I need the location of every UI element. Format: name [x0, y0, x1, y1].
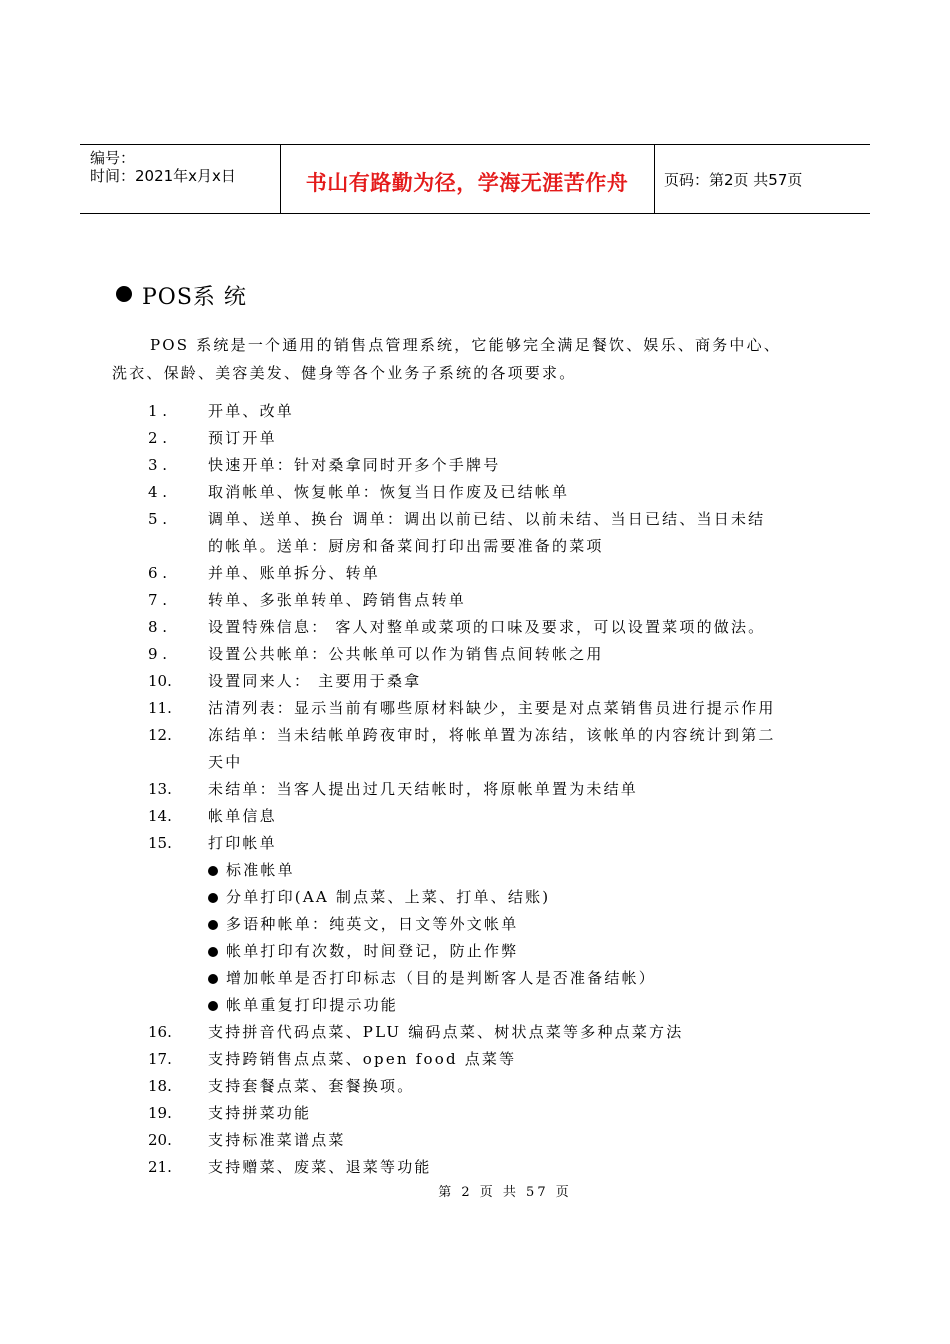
list-item-text: 设置同来人： 主要用于桑拿	[208, 672, 422, 690]
list-item-number: 13.	[148, 780, 172, 798]
list-item-number: 17.	[148, 1050, 172, 1068]
list-item-text: 冻结单：当未结帐单跨夜审时，将帐单置为冻结，该帐单的内容统计到第二	[208, 726, 776, 744]
sub-list-item-text: 帐单打印有次数，时间登记，防止作弊	[226, 942, 519, 960]
list-item	[148, 1127, 848, 1154]
list-item-number: 18.	[148, 1077, 172, 1095]
bullet-icon	[208, 866, 218, 876]
bullet-icon	[208, 893, 218, 903]
sub-list-item-text: 帐单重复打印提示功能	[226, 996, 399, 1014]
list-item-number: 16.	[148, 1023, 172, 1041]
list-item-text: 支持赠菜、废菜、退菜等功能	[208, 1158, 432, 1176]
doc-code-label: 编号：	[90, 149, 136, 167]
page-footer: 第 2 页 共 57 页	[438, 1185, 572, 1200]
list-item-number: 2 .	[148, 429, 168, 447]
list-item-number: 21.	[148, 1158, 172, 1176]
list-item-text: 未结单：当客人提出过几天结帐时，将原帐单置为未结单	[208, 780, 639, 798]
intro-paragraph	[112, 331, 837, 387]
list-item-number: 8 .	[148, 618, 168, 636]
list-item-number: 7 .	[148, 591, 168, 609]
list-item-text: 调单、送单、换台 调单：调出以前已结、以前未结、当日已结、当日未结	[208, 510, 766, 528]
list-item-number: 3 .	[148, 456, 168, 474]
list-item-number: 19.	[148, 1104, 172, 1122]
list-item	[148, 560, 848, 587]
list-item-text: 快速开单：针对桑拿同时开多个手牌号	[208, 456, 501, 474]
list-item	[148, 722, 848, 776]
list-item-number: 15.	[148, 834, 172, 852]
list-item-text: 沽清列表：显示当前有哪些原材料缺少，主要是对点菜销售员进行提示作用	[208, 699, 776, 717]
list-item	[148, 614, 848, 641]
list-item-text-continued: 的帐单。送单：厨房和备菜间打印出需要准备的菜项	[208, 537, 604, 555]
bullet-icon	[208, 920, 218, 930]
list-item-number: 5 .	[148, 510, 168, 528]
list-item	[148, 641, 848, 668]
bullet-icon	[208, 1001, 218, 1011]
list-item-text: 打印帐单	[208, 834, 277, 852]
list-item-text-continued: 天中	[208, 753, 243, 771]
list-item	[148, 695, 848, 722]
header-page-info: 页码：第2页 共57页	[664, 171, 803, 189]
list-item-number: 11.	[148, 699, 172, 717]
sub-list-item	[208, 938, 848, 965]
header-page-cell	[655, 145, 870, 213]
feature-list	[148, 398, 848, 1181]
list-item-number: 12.	[148, 726, 172, 744]
sub-list-item-text: 多语种帐单：纯英文，日文等外文帐单	[226, 915, 519, 933]
sub-list-item-text: 分单打印(AA 制点菜、上菜、打单、结账)	[226, 888, 551, 906]
list-item	[148, 587, 848, 614]
list-item-text: 转单、多张单转单、跨销售点转单	[208, 591, 467, 609]
list-item	[148, 668, 848, 695]
list-item-text: 支持标准菜谱点菜	[208, 1131, 346, 1149]
list-item	[148, 830, 848, 857]
list-item-number: 1 .	[148, 402, 168, 420]
list-item	[148, 803, 848, 830]
doc-time-label: 时间：2021年x月x日	[90, 167, 236, 185]
section-title: POS系 统	[142, 285, 247, 310]
list-item-number: 20.	[148, 1131, 172, 1149]
list-item-number: 14.	[148, 807, 172, 825]
sub-list-item-text: 标准帐单	[226, 861, 295, 879]
intro-line: POS 系统是一个通用的销售点管理系统，它能够完全满足餐饮、娱乐、商务中心、	[150, 336, 782, 354]
list-item-text: 开单、改单	[208, 402, 295, 420]
list-item	[148, 398, 848, 425]
bullet-icon	[208, 947, 218, 957]
sub-list-item	[208, 857, 848, 884]
list-item	[148, 1073, 848, 1100]
bullet-icon	[116, 286, 132, 302]
list-item-number: 4 .	[148, 483, 168, 501]
list-item	[148, 776, 848, 803]
bullet-icon	[208, 974, 218, 984]
list-item-number: 6 .	[148, 564, 168, 582]
list-item	[148, 479, 848, 506]
list-item-text: 支持拼音代码点菜、PLU 编码点菜、树状点菜等多种点菜方法	[208, 1023, 684, 1041]
sub-list-item-text: 增加帐单是否打印标志（目的是判断客人是否准备结帐）	[226, 969, 657, 987]
intro-line: 洗衣、保龄、美容美发、健身等各个业务子系统的各项要求。	[112, 364, 577, 382]
list-item	[148, 452, 848, 479]
header-meta-cell	[80, 145, 281, 213]
list-item-text: 支持跨销售点点菜、open food 点菜等	[208, 1050, 517, 1068]
sub-list-item	[208, 884, 848, 911]
list-item	[148, 1019, 848, 1046]
header-motto-cell	[280, 145, 655, 213]
sub-list-item	[208, 911, 848, 938]
list-item	[148, 425, 848, 452]
list-item-number: 9 .	[148, 645, 168, 663]
list-item-text: 支持拼菜功能	[208, 1104, 312, 1122]
list-item-text: 设置公共帐单：公共帐单可以作为销售点间转帐之用	[208, 645, 604, 663]
list-item	[148, 1154, 848, 1181]
sub-list-item	[208, 992, 848, 1019]
header-motto: 书山有路勤为径，学海无涯苦作舟	[305, 171, 629, 195]
sub-list-item	[208, 965, 848, 992]
list-item-text: 并单、账单拆分、转单	[208, 564, 381, 582]
list-item	[148, 506, 848, 560]
list-item-text: 支持套餐点菜、套餐换项。	[208, 1077, 415, 1095]
list-item	[148, 1046, 848, 1073]
list-item-text: 预订开单	[208, 429, 277, 447]
list-item-text: 设置特殊信息： 客人对整单或菜项的口味及要求，可以设置菜项的做法。	[208, 618, 766, 636]
list-item	[148, 1100, 848, 1127]
list-item-number: 10.	[148, 672, 172, 690]
list-item-text: 帐单信息	[208, 807, 277, 825]
page-header	[80, 144, 870, 214]
list-item-text: 取消帐单、恢复帐单：恢复当日作废及已结帐单	[208, 483, 570, 501]
